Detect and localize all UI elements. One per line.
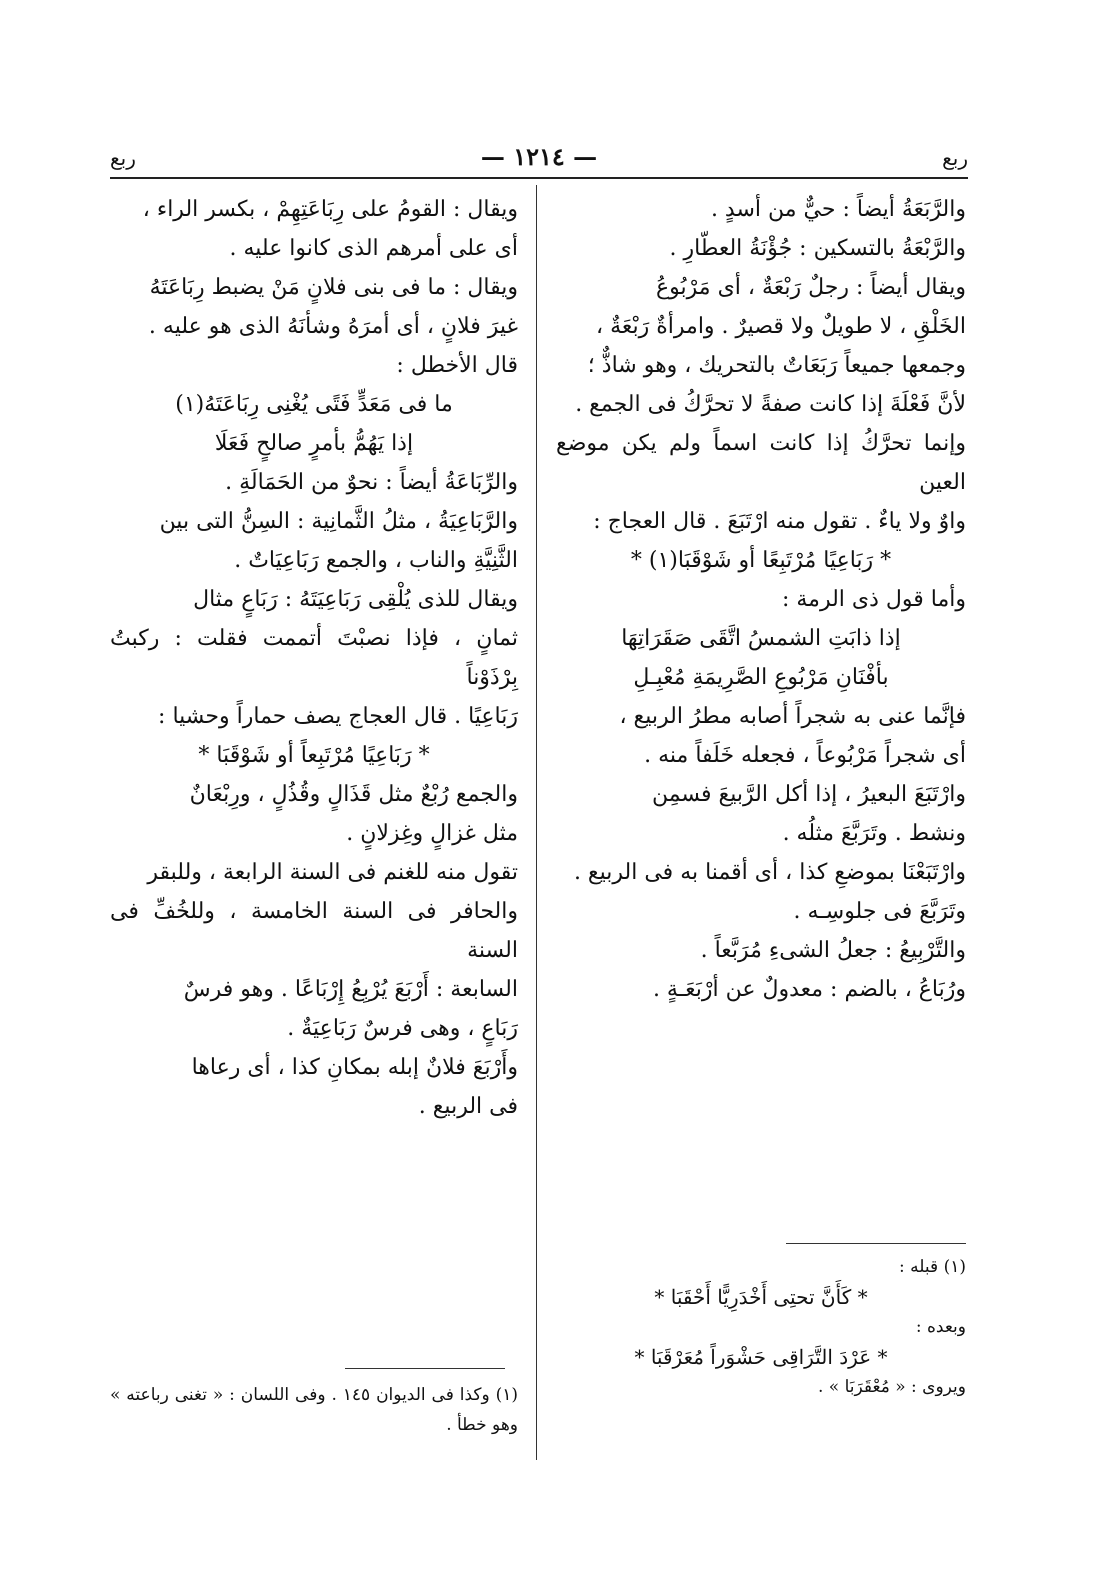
text-line: ويقال للذى يُلْقِى رَبَاعِيَتَهُ : رَبَاعٍ مثال	[193, 587, 518, 612]
text-line: مثل غزالٍ وغِزلانٍ .	[346, 821, 518, 846]
page-number: — ١٢١٤ —	[480, 142, 598, 171]
text-line: فإنَّما عنى به شجراً أصابه مطرُ الربيع ،	[619, 704, 966, 729]
left-column	[110, 190, 518, 1126]
text-line: وتَرَبَّعَ فى جلوسِـه .	[793, 899, 966, 924]
text-line: السابعة : أَرْبَعَ يُرْبِعُ إِرْبَاعًا . وهو فرسٌ	[183, 977, 518, 1002]
text-line: والرَّبَاعِيَةُ ، مثلُ الثَّمانِية : السِنُّ التى بين	[159, 509, 518, 534]
footnote-verse: * كَأَنَّ تحتِى أَخْدَرِيًّا أَحْقَبَا *	[654, 1285, 868, 1309]
text-line: ثمانٍ ، فإذا نصبْتَ أتممت فقلت : ركبتُ بِرْذَوْناً	[110, 626, 518, 690]
text-line: الخَلْقِ ، لا طويلٌ ولا قصيرٌ . وامرأةٌ رَبْعَةٌ ،	[596, 314, 966, 339]
text-line: أى شجراً مَرْبُوعاً ، فجعله خَلَفاً منه .	[644, 743, 966, 768]
verse-line: * رَبَاعِيًا مُرْتَبِعاً أو شَوْقَبَا *	[198, 743, 430, 768]
text-line: قال الأخطل :	[396, 353, 518, 378]
text-line: والرَّبْعَةُ بالتسكين : جُؤْنَةُ العطّارِ .	[669, 236, 966, 261]
text-line: والجمع رُبْعٌ مثل قَذَالٍ وقُذُلٍ ، ورِبْعَانٌ	[189, 782, 518, 807]
text-line: فى الربيع .	[418, 1094, 518, 1119]
footnote-rule-right	[786, 1243, 966, 1244]
text-line: والرِّبَاعَةُ أيضاً : نحوٌ من الحَمَالَةِ .	[225, 470, 518, 495]
text-line: ونشط . وتَرَبَّعَ مثلُه .	[782, 821, 966, 846]
footnote-label: وبعده :	[915, 1317, 966, 1337]
text-line: وجمعها جميعاً رَبَعَاتٌ بالتحريك ، وهو شاذٌّ ؛	[587, 353, 966, 378]
text-line: الثَّنِيَّةِ والناب ، والجمع رَبَاعِيَاتٌ .	[234, 548, 518, 573]
verse-line: ما فى مَعَدٍّ فَتًى يُغْنِى رِبَاعَتَهُ(١)	[175, 392, 453, 417]
right-footnote	[556, 1252, 966, 1402]
text-line: وإنما تحرَّكُ إذا كانت اسماً ولم يكن موضع العين	[556, 431, 966, 495]
text-line: وارْتَبَعْنَا بموضعِ كذا ، أى أقمنا به فى الربيع .	[573, 860, 966, 885]
verse-line: بأفْنَانِ مَرْبُوعِ الصَّرِيمَةِ مُعْبِـلِ	[633, 665, 889, 690]
page-header	[110, 140, 968, 180]
footnote-label: (١) قبله :	[899, 1257, 966, 1277]
text-line: لأنَّ فَعْلَةَ إذا كانت صفةً لا تحرَّكُ فى الجمع .	[575, 392, 966, 417]
text-line: وارْتَبَعَ البعيرُ ، إذا أكل الرَّبيعَ فسمِن	[651, 782, 966, 807]
footnote-rule-left	[345, 1368, 505, 1369]
header-rule	[110, 177, 968, 179]
text-line: غيرَ فلانٍ ، أى أمرَهُ وشأنَهُ الذى هو عليه .	[148, 314, 518, 339]
text-line: ويقال : القومُ على رِبَاعَتِهِمْ ، بكسر الراء ،	[142, 197, 518, 222]
footnote-variant: ويروى : « مُعْقَرَبَا » .	[818, 1377, 966, 1397]
text-line: واوٌ ولا ياءٌ . تقول منه ارْتَبَعَ . قال العجاج :	[593, 509, 966, 534]
verse-line: إذا يَهُمُّ بأمرٍ صالحٍ فَعَلَا	[214, 431, 414, 456]
header-root-word-right: ربع	[942, 146, 968, 170]
text-line: رَبَاعٍ ، وهى فرسٌ رَبَاعِيَةٌ .	[287, 1016, 518, 1041]
text-line: ويقال : ما فى بنى فلانٍ مَنْ يضبط رِبَاعَتَهُ	[149, 275, 518, 300]
text-line: رَبَاعِيًا . قال العجاج يصف حماراً وحشيا :	[158, 704, 518, 729]
text-line: وأَرْبَعَ فلانٌ إبله بمكانِ كذا ، أى رعاها	[191, 1055, 518, 1080]
text-line: ويقال أيضاً : رجلٌ رَبْعَةٌ ، أى مَرْبُوعُ	[656, 275, 966, 300]
text-line: أى على أمرهم الذى كانوا عليه .	[229, 236, 518, 261]
verse-line: * رَبَاعِيًا مُرْتَبِعًا أو شَوْقَبَا(١) *	[630, 548, 892, 573]
footnote-verse: * عَرْدَ التَّرَاقِى حَشْوَراً مُعَرْقَبَا *	[634, 1345, 888, 1369]
text-line: تقول منه للغنم فى السنة الرابعة ، وللبقر	[147, 860, 518, 885]
right-column	[556, 190, 966, 1009]
left-footnote: (١) وكذا فى الديوان ١٤٥ . وفى اللسان : « تغنى رباعته » وهو خطأ .	[110, 1385, 518, 1435]
verse-line: إذا ذابَتِ الشمسُ اتَّقَى صَقَرَاتِهَا	[621, 626, 901, 651]
text-line: والحافر فى السنة الخامسة ، وللخُفِّ فى السنة	[110, 899, 518, 963]
header-root-word-left: ربع	[110, 146, 136, 170]
column-separator	[536, 185, 537, 1460]
text-line: والتَّرْبِيعُ : جعلُ الشىءِ مُرَبَّعاً .	[700, 938, 966, 963]
text-line: والرَّبَعَةُ أيضاً : حيٌّ من أسدٍ .	[710, 197, 966, 222]
text-line: ورُبَاعُ ، بالضم : معدولٌ عن أرْبَعَـةٍ .	[652, 977, 966, 1002]
text-line: وأما قول ذى الرمة :	[781, 587, 966, 612]
